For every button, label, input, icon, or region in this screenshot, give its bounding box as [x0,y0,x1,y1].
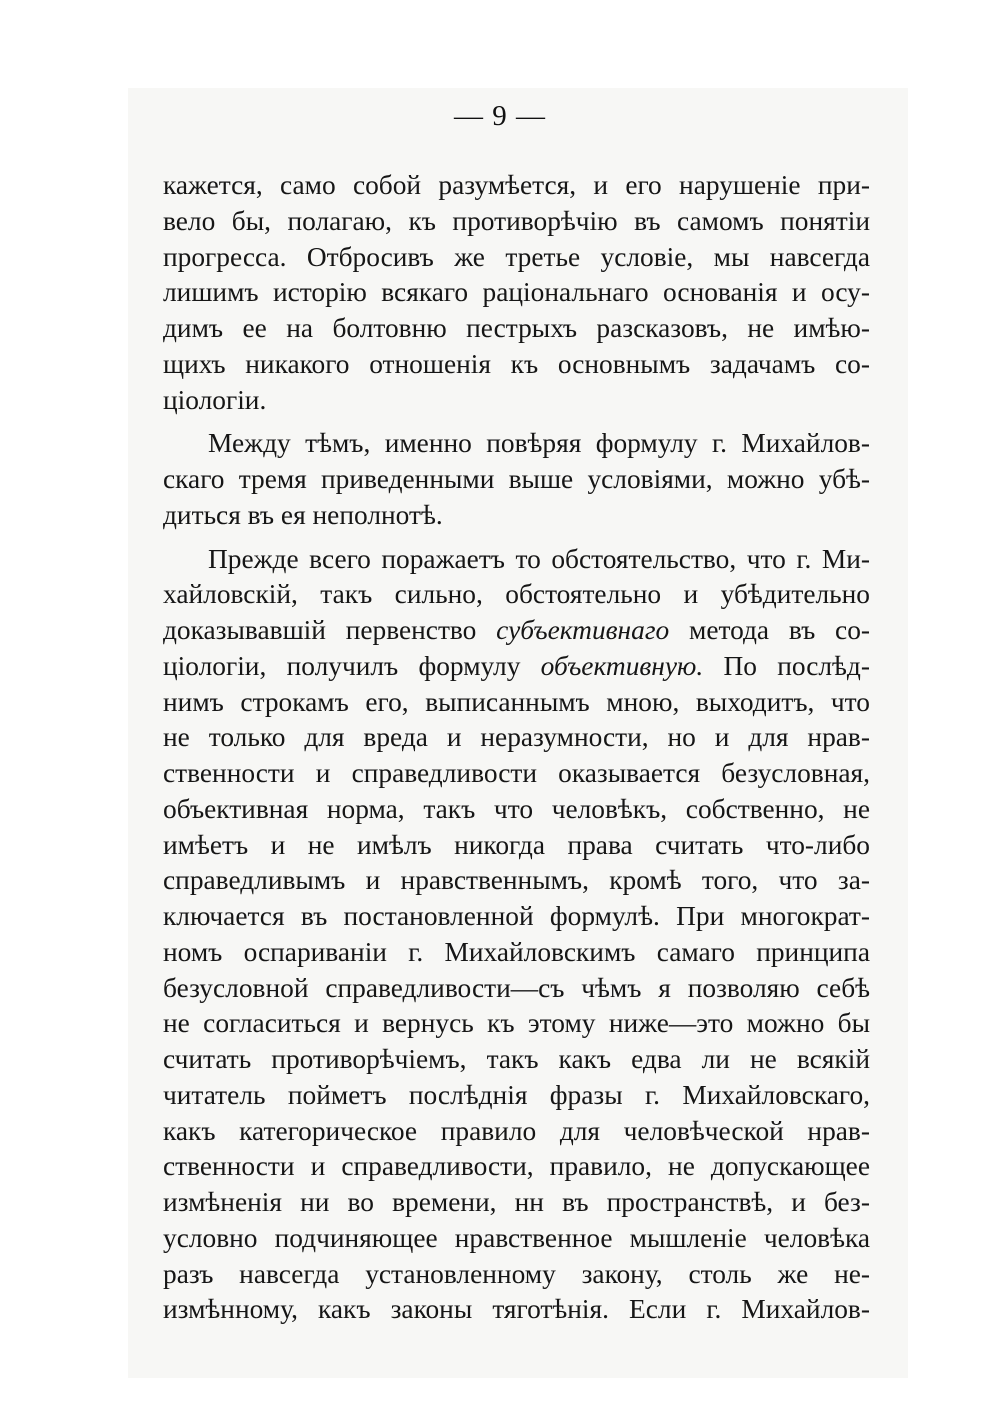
text-line: читатель пойметъ послѣднія фразы г. Михайловскаго, [163,1079,870,1110]
text-line: хайловскій, такъ сильно, обстоятельно и убѣдительно [163,579,870,610]
text-line: лишимъ исторію всякаго раціональнаго основанія и осу- [163,277,870,308]
text-line: щихъ никакого отношенія къ основнымъ задачамъ со- [163,348,870,379]
text-line: имѣетъ и не имѣлъ никогда права считать что-либо [163,829,870,860]
text-line: разъ навсегда установленному закону, столь же не- [163,1258,870,1289]
text-line: скаго тремя приведенными выше условіями, можно убѣ- [163,464,870,494]
text-line: нимъ строкамъ его, выписаннымъ мною, выходитъ, что [163,686,870,717]
italic-term: субъективнаго [496,615,670,645]
body-text [163,168,870,1328]
page-number: — 9 — [454,100,546,132]
text-segment: По послѣд- [703,650,870,681]
text-line: не согласиться и вернусь къ этому ниже—это можно бы [163,1008,870,1039]
text-line [163,613,870,649]
text-line [163,649,870,685]
text-line: ключается въ постановленной формулѣ. При многократ- [163,901,870,931]
text-line: считать противорѣчіемъ, такъ какъ едва ли не всякій [163,1044,870,1074]
text-line: безусловной справедливости—съ чѣмъ я позволяю себѣ [163,972,870,1003]
text-line: объективная норма, такъ что человѣкъ, собственно, не [163,793,870,824]
text-line: ственности и справедливости оказывается безусловная, [163,758,870,788]
text-line: прогресса. Отбросивъ же третье условіе, мы навсегда [163,241,870,272]
text-line: условно подчиняющее нравственное мышленіе человѣка [163,1222,870,1253]
text-line: ціологіи. [163,384,267,415]
text-segment: ціологіи, получилъ формулу [163,650,541,681]
text-line: кажется, само собой разумѣется, и его нарушеніе при- [163,170,870,200]
text-line: номъ оспариваніи г. Михайловскимъ самаго принципа [163,936,870,967]
text-line: измѣненія ни во времени, нн въ пространствѣ, и без- [163,1187,870,1217]
text-line: ственности и справедливости, правило, не допускающее [163,1151,870,1182]
text-line: диться въ ея неполнотѣ. [163,499,443,530]
text-line: какъ категорическое правило для человѣческой нрав- [163,1115,870,1146]
text-line: димъ ее на болтовню пестрыхъ разсказовъ, не имѣю- [163,313,870,343]
paragraph-gap [163,418,870,426]
text-line: Прежде всего поражаетъ то обстоятельство, что г. Ми- [208,543,870,574]
text-line: вело бы, полагаю, къ противорѣчію въ самомъ понятіи [163,205,870,236]
italic-term: объективную. [540,650,704,681]
text-segment: метода въ со- [669,615,871,645]
text-segment: доказывавшій первенство [163,615,497,645]
text-line: не только для вреда и неразумности, но и для нрав- [163,722,870,753]
text-line: Между тѣмъ, именно повѣряя формулу г. Михайлов- [208,428,870,459]
paragraph-gap [163,534,870,542]
text-line: измѣнному, какъ законы тяготѣнія. Если г. Михайлов- [163,1294,870,1325]
text-line: справедливымъ и нравственнымъ, кромѣ того, что за- [163,865,870,896]
